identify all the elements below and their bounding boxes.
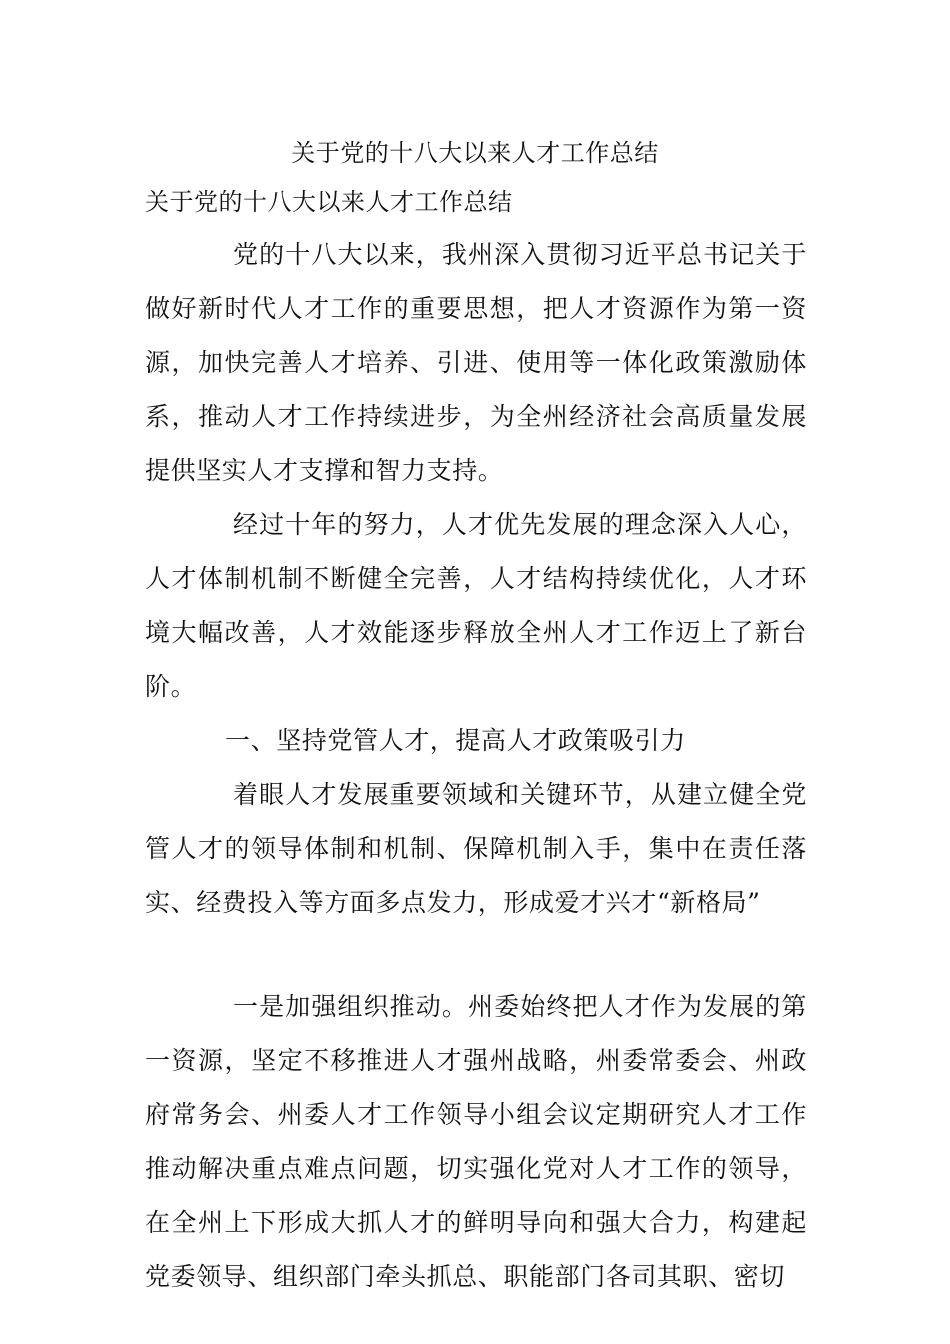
- paragraph-section-intro: 着眼人才发展重要领域和关键环节，从建立健全党管人才的领导体制和机制、保障机制入手，集中在责任落实、经费投入等方面多点发力，形成爱才兴才“新格局”: [145, 780, 807, 917]
- section-heading: 一、坚持党管人才，提高人才政策吸引力: [225, 726, 686, 755]
- document-body: [145, 228, 807, 1304]
- paragraph-achievements: 经过十年的努力，人才优先发展的理念深入人心，人才体制机制不断健全完善，人才结构持续优化，人才环境大幅改善，人才效能逐步释放全州人才工作迈上了新台阶。: [145, 510, 807, 701]
- document-title: 关于党的十八大以来人才工作总结: [291, 139, 659, 167]
- paragraph-gap: [145, 930, 807, 980]
- paragraph-intro: 党的十八大以来，我州深入贯彻习近平总书记关于做好新时代人才工作的重要思想，把人才资源作为第一资源，加快完善人才培养、引进、使用等一体化政策激励体系，推动人才工作持续进步，为全州经济社会高质量发展提供坚实人才支撑和智力支持。: [145, 240, 807, 485]
- document-subtitle: 关于党的十八大以来人才工作总结: [145, 188, 513, 216]
- paragraph-organization: 一是加强组织推动。州委始终把人才作为发展的第一资源，坚定不移推进人才强州战略，州委常委会、州政府常务会、州委人才工作领导小组会议定期研究人才工作推动解决重点难点问题，切实强化党对人才工作的领导，在全州上下形成大抓人才的鲜明导向和强大合力，构建起党委领导、组织部门牵头抓总、职能部门各司其职、密切: [145, 992, 807, 1291]
